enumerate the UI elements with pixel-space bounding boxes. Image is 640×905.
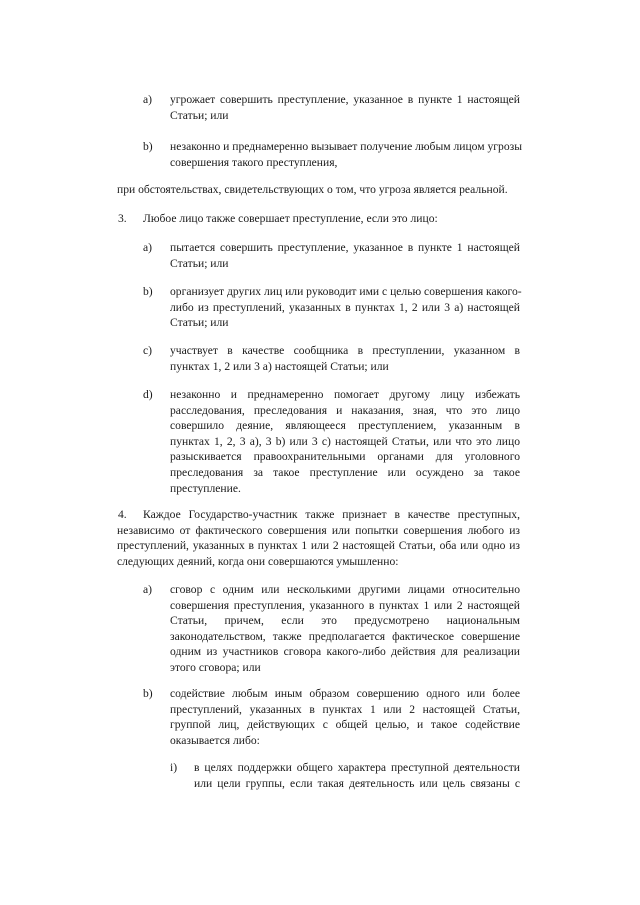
- text-line: законодательством, также предполагается фактическое совершение: [170, 629, 520, 643]
- text-line: группой лиц, действующих с общей целью, и такое содействие: [170, 718, 520, 732]
- text-line: или цели группы, если такая деятельность или цель связаны с: [194, 776, 520, 790]
- text-line: расследования, преследования и наказания, зная, что это лицо: [170, 403, 520, 417]
- text-line: разыскивается правоохранительными органами для уголовного: [170, 450, 520, 464]
- text-line: Статьи; или: [170, 256, 229, 270]
- item-label-2b: b): [143, 140, 153, 153]
- text-line: преследования за такое преступление или осуждено за такое: [170, 465, 520, 479]
- item-label-4b-i: i): [170, 761, 178, 774]
- text-line: пытается совершить преступление, указанное в пункте 1 настоящей: [170, 241, 520, 254]
- paragraph-4-text: [117, 523, 520, 570]
- item-label-3b: b): [143, 285, 153, 298]
- paragraph-number-3: 3.: [118, 212, 127, 225]
- text-line: незаконно и преднамеренно помогает другому лицу избежать: [170, 388, 520, 401]
- item-text-3c: [170, 343, 520, 374]
- text-line: либо из преступлений, указанных в пунктах 1, 2 или 3 а) настоящей: [170, 300, 520, 314]
- text-line: сговор с одним или несколькими другими лицами относительно: [170, 583, 520, 596]
- item-label-2a: a): [143, 93, 153, 106]
- text-line: Каждое Государство-участник также признает в качестве преступных,: [143, 508, 520, 521]
- item-label-3c: c): [143, 344, 153, 357]
- item-text-2a: [170, 92, 520, 123]
- text-line: пунктах 1, 2, 3 а), 3 b) или 3 c) настоящей Статьи, или что это лицо: [170, 434, 520, 448]
- paragraph-number-4: 4.: [118, 508, 127, 521]
- text-line: Статьи; или: [170, 316, 229, 330]
- paragraph-4-first-line: [143, 507, 520, 523]
- text-line: незаконно и преднамеренно вызывает получение любым лицом угрозы: [170, 140, 523, 153]
- text-line: содействие любым иным образом совершению одного или более: [170, 687, 520, 700]
- text-line: Статьи, причем, если это предусмотрено национальным: [170, 614, 520, 628]
- item-label-4a: a): [143, 583, 153, 596]
- text-line: совершения такого преступления,: [170, 155, 338, 169]
- text-line: следующих деяний, когда они совершаются умышленно:: [117, 554, 399, 568]
- text-line: участвует в качестве сообщника в преступлении, указанном в: [170, 344, 520, 357]
- item-text-3a: [170, 240, 520, 271]
- item-text-3d: [170, 387, 520, 496]
- text-line: преступлений, указанных в пунктах 1 или 2 настоящей Статьи, оба или одно из: [117, 539, 520, 553]
- text-line: Статьи; или: [170, 108, 229, 122]
- item-text-4b-i: [194, 760, 520, 791]
- text-line: этого сговора; или: [170, 660, 261, 674]
- text-line: совершило деяние, являющееся преступлением, указанным в: [170, 419, 520, 433]
- paragraph-3-text: Любое лицо также совершает преступление, если это лицо:: [143, 212, 438, 225]
- text-line: преступлений, указанных в пунктах 1 или 2 настоящей Статьи,: [170, 702, 520, 716]
- item-text-3b: [170, 284, 520, 331]
- item-label-3d: d): [143, 388, 153, 401]
- item-text-2b: [170, 139, 523, 170]
- item-text-4a: [170, 582, 520, 676]
- text-line: преступление.: [170, 481, 241, 495]
- text-line: организует других лиц или руководит ими с целью совершения какого-: [170, 285, 522, 298]
- item-text-4b: [170, 686, 520, 748]
- item-label-4b: b): [143, 687, 153, 700]
- text-line: совершения преступления, указанного в пунктах 1 или 2 настоящей: [170, 598, 520, 612]
- text-line: независимо от фактического совершения или попытки совершения любого из: [117, 523, 520, 537]
- item-label-3a: a): [143, 241, 153, 254]
- text-line: в целях поддержки общего характера преступной деятельности: [194, 761, 520, 774]
- text-line: угрожает совершить преступление, указанное в пункте 1 настоящей: [170, 93, 520, 106]
- text-line: одним из участников сговора какого-либо действия для реализации: [170, 645, 520, 659]
- paragraph-circumstances: при обстоятельствах, свидетельствующих о том, что угроза является реальной.: [117, 183, 508, 196]
- text-line: оказывается либо:: [170, 733, 260, 747]
- text-line: пунктах 1, 2 или 3 а) настоящей Статьи; или: [170, 359, 389, 373]
